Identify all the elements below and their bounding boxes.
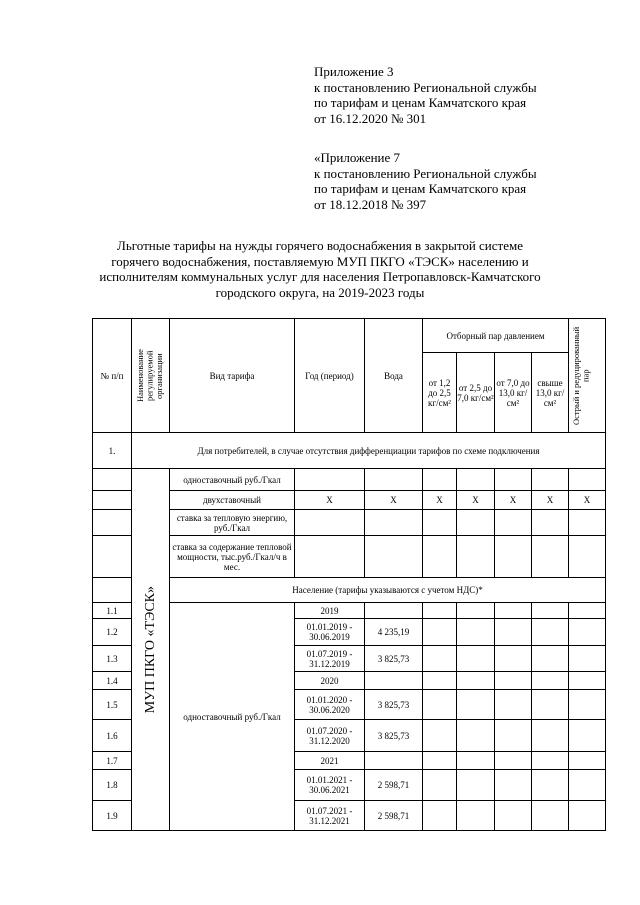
cell [295,536,365,578]
cell [423,619,457,646]
cell [532,690,569,720]
col-header-p3: от 7,0 до 13,0 кг/см² [495,353,532,433]
cell [532,672,569,690]
section-row [93,433,606,469]
cell [423,510,457,536]
cell [423,646,457,672]
cell [365,672,423,690]
cell [532,603,569,619]
cell [423,603,457,619]
cell [457,603,495,619]
cell [495,801,532,831]
tariff-value: 2 598,71 [365,770,423,801]
tariff-value: 4 235,19 [365,619,423,646]
cell [365,752,423,770]
year-label: 2021 [295,752,365,770]
col-header-org-text: Наименование регулируемой организации [134,349,164,402]
period: 01.01.2019 - 30.06.2019 [295,619,365,646]
cell [532,801,569,831]
col-header-tariff-type: Вид тарифа [170,319,295,433]
col-header-org [132,319,170,433]
period: 01.01.2020 - 30.06.2020 [295,690,365,720]
period: 01.07.2019 - 31.12.2019 [295,646,365,672]
cell [423,770,457,801]
cell [495,752,532,770]
x-mark: Х [457,491,495,510]
col-header-num: № п/п [93,319,132,433]
x-mark: Х [569,491,606,510]
year-label: 2019 [295,603,365,619]
tariff-value: 3 825,73 [365,646,423,672]
row-num: 1.4 [93,672,132,690]
cell [365,603,423,619]
col-header-water: Вода [365,319,423,433]
cell [495,720,532,752]
col-header-p2: от 2,5 до 7,0 кг/см² [457,353,495,433]
row-num: 1.5 [93,690,132,720]
cell [532,646,569,672]
col-header-p4: свыше 13,0 кг/см² [532,353,569,433]
cell [495,690,532,720]
period: 01.07.2020 - 31.12.2020 [295,720,365,752]
population-row [93,578,606,603]
tariff-table [92,318,606,831]
cell [495,646,532,672]
cell [569,510,606,536]
appendix-7-line: «Приложение 7 [314,150,401,165]
num-cell [93,491,132,510]
appendix-3-line: к постановлению Региональной службы [314,79,537,95]
cell [569,801,606,831]
org-cell [132,469,170,831]
cell [295,469,365,491]
tariff-label: ставка за тепловую энергию, руб./Гкал [170,510,295,536]
table-row [93,603,606,619]
table-row [93,510,606,536]
num-cell [93,510,132,536]
title-line: горячего водоснабжения, поставляемую МУП ПКГО «ТЭСК» населению и [111,253,529,269]
row-num: 1.8 [93,770,132,801]
cell [569,690,606,720]
cell [423,752,457,770]
appendix-3-line: Приложение 3 [314,64,394,79]
cell [457,770,495,801]
cell [423,690,457,720]
table-row [93,491,606,510]
row-num: 1.3 [93,646,132,672]
cell [495,619,532,646]
cell [457,469,495,491]
appendix-3-line: от 16.12.2020 № 301 [314,110,427,126]
cell [569,646,606,672]
cell [457,752,495,770]
year-label: 2020 [295,672,365,690]
cell [457,801,495,831]
tariff-value: 3 825,73 [365,690,423,720]
cell [423,469,457,491]
x-mark: Х [365,491,423,510]
appendix-3-line: по тарифам и ценам Камчатского края [314,95,527,110]
cell [569,720,606,752]
cell [495,536,532,578]
title-line: исполнителям коммунальных услуг для населения Петропавловск-Камчатского [99,269,541,284]
cell [457,690,495,720]
cell [365,510,423,536]
cell [365,536,423,578]
period: 01.01.2021 - 30.06.2021 [295,770,365,801]
row-num: 1.7 [93,752,132,770]
x-mark: Х [295,491,365,510]
cell [423,672,457,690]
row-num: 1.1 [93,603,132,619]
section-title: Для потребителей, в случае отсутствия дифференциации тарифов по схеме подключения [132,433,606,469]
cell [532,720,569,752]
title-line: городского округа, на 2019-2023 годы [215,284,425,300]
cell [495,469,532,491]
cell [457,672,495,690]
table-row [93,469,606,491]
col-header-acute [569,319,606,433]
tariff-label: ставка за содержание тепловой мощности, тыс.руб./Гкал/ч в мес. [170,536,295,578]
appendix-7-line: от 18.12.2018 № 397 [314,196,427,212]
population-header: Население (тарифы указываются с учетом НДС)* [170,578,606,603]
cell [457,510,495,536]
tariff-value: 3 825,73 [365,720,423,752]
cell [423,536,457,578]
header-row [93,319,606,353]
cell [423,720,457,752]
col-header-steam-group: Отборный пар давлением [423,319,569,353]
row-num: 1.6 [93,720,132,752]
cell [423,801,457,831]
cell [569,672,606,690]
cell [457,619,495,646]
cell [495,510,532,536]
num-cell [93,536,132,578]
cell [495,603,532,619]
cell [532,770,569,801]
cell [532,469,569,491]
row-num: 1.2 [93,619,132,646]
x-mark: Х [423,491,457,510]
cell [495,770,532,801]
cell [532,536,569,578]
num-cell [93,469,132,491]
cell [569,619,606,646]
appendix-7-block [314,150,537,212]
org-name: МУП ПКГО «ТЭСК» [142,585,158,714]
table-row [93,536,606,578]
cell [569,469,606,491]
document-title [80,238,560,300]
cell [457,536,495,578]
col-header-p1: от 1,2 до 2,5 кг/см² [423,353,457,433]
row-num: 1.9 [93,801,132,831]
title-line: Льготные тарифы на нужды горячего водоснабжения в закрытой системе [117,238,523,253]
cell [457,646,495,672]
cell [495,672,532,690]
cell [569,536,606,578]
tariff-label: одноставочный руб./Гкал [170,469,295,491]
x-mark: Х [495,491,532,510]
cell [569,770,606,801]
cell [365,469,423,491]
cell [569,752,606,770]
appendix-7-line: к постановлению Региональной службы [314,165,537,181]
col-header-acute-text: Острый и редуцированный пар [571,326,591,425]
col-header-year: Год (период) [295,319,365,433]
x-mark: Х [532,491,569,510]
tariff-label: двухставочный [170,491,295,510]
num-cell [93,578,132,603]
appendix-3-block [314,64,537,126]
appendix-7-line: по тарифам и ценам Камчатского края [314,181,527,196]
tariff-value: 2 598,71 [365,801,423,831]
cell [532,510,569,536]
cell [457,720,495,752]
section-num: 1. [93,433,132,469]
period: 01.07.2021 - 31.12.2021 [295,801,365,831]
cell [569,603,606,619]
cell [295,510,365,536]
group-label: одноставочный руб./Гкал [170,603,295,831]
cell [532,619,569,646]
cell [532,752,569,770]
